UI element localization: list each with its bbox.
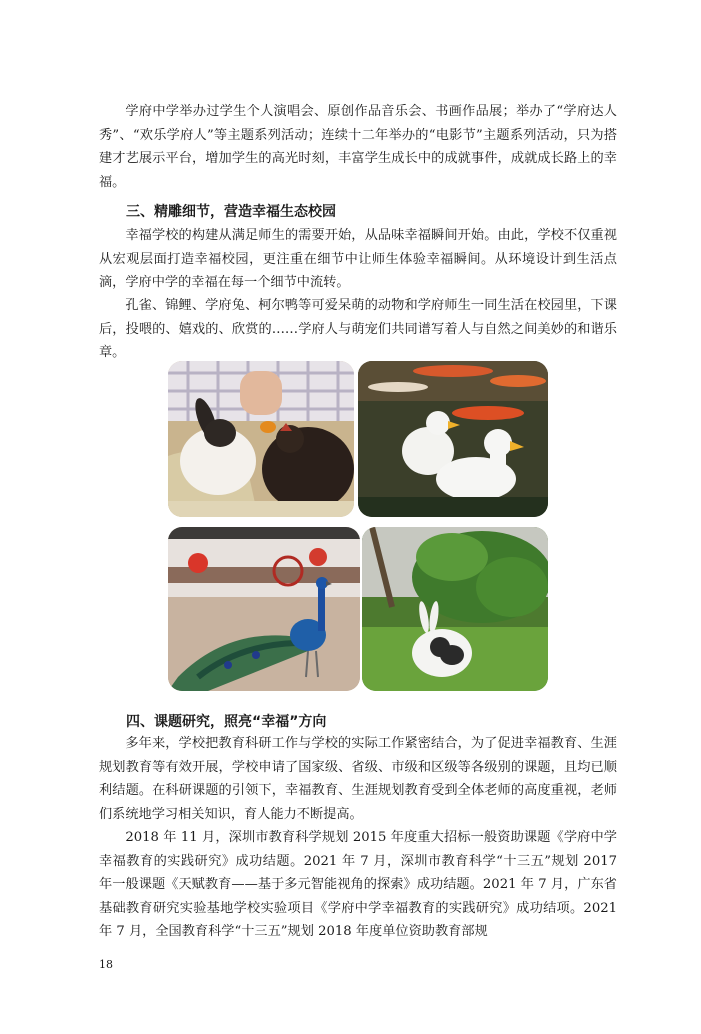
section-heading-4: 四、课题研究，照亮“幸福”方向 <box>126 714 327 730</box>
paragraph-projects: 2018 年 11 月，深圳市教育科学规划 2015 年度重大招标一般资助课题《学府中学幸福教育的实践研究》成功结题。2021 年 7 月，深圳市教育科学“十三五”规划 2017 年一般课题《天赋教育——基于多元智能视角的探索》成功结题。2021 年 7 月，广东省基础教育研究实验基地学校实验项目《学府中学幸福教育的实践研究》成功结项。2021 年 7 月，全国教育科学“十三五”规划 2018 年度单位资助教育部规 <box>99 830 617 939</box>
paragraph-research: 多年来，学校把教育科研工作与学校的实际工作紧密结合，为了促进幸福教育、生涯规划教育等有效开展，学校申请了国家级、省级、市级和区级等各级别的课题，且均已顺利结题。在科研课题的引领下，幸福教育、生涯规划教育受到全体老师的高度重视，老师们系统地学习相关知识，育人能力不断提高。 <box>99 736 617 822</box>
photo-ducks-and-koi <box>358 361 548 517</box>
paragraph-animals: 孔雀、锦鲤、学府兔、柯尔鸭等可爱呆萌的动物和学府师生一同生活在校园里，下课后，投喂的、嬉戏的、欣赏的……学府人与萌宠们共同谱写着人与自然之间美妙的和谐乐章。 <box>99 298 617 360</box>
page-number: 18 <box>99 958 113 971</box>
paragraph-performances: 学府中学举办过学生个人演唱会、原创作品音乐会、书画作品展；举办了“学府达人秀”、“欢乐学府人”等主题系列活动；连续十二年举办的“电影节”主题系列活动，只为搭建才艺展示平台，增加学生的高光时刻，丰富学生成长中的成就事件，成就成长路上的幸福。 <box>99 104 617 190</box>
photo-garden-rabbit <box>362 527 548 691</box>
photo-peacock <box>168 527 360 691</box>
paragraph-happy-school: 幸福学校的构建从满足师生的需要开始，从品味幸福瞬间开始。由此，学校不仅重视从宏观层面打造幸福校园，更注重在细节中让师生体验幸福瞬间。从环境设计到生活点滴，学府中学的幸福在每一个细节中流转。 <box>99 228 617 290</box>
photo-rabbit-and-hen <box>168 361 354 517</box>
section-heading-3: 三、精雕细节，营造幸福生态校园 <box>126 204 336 220</box>
